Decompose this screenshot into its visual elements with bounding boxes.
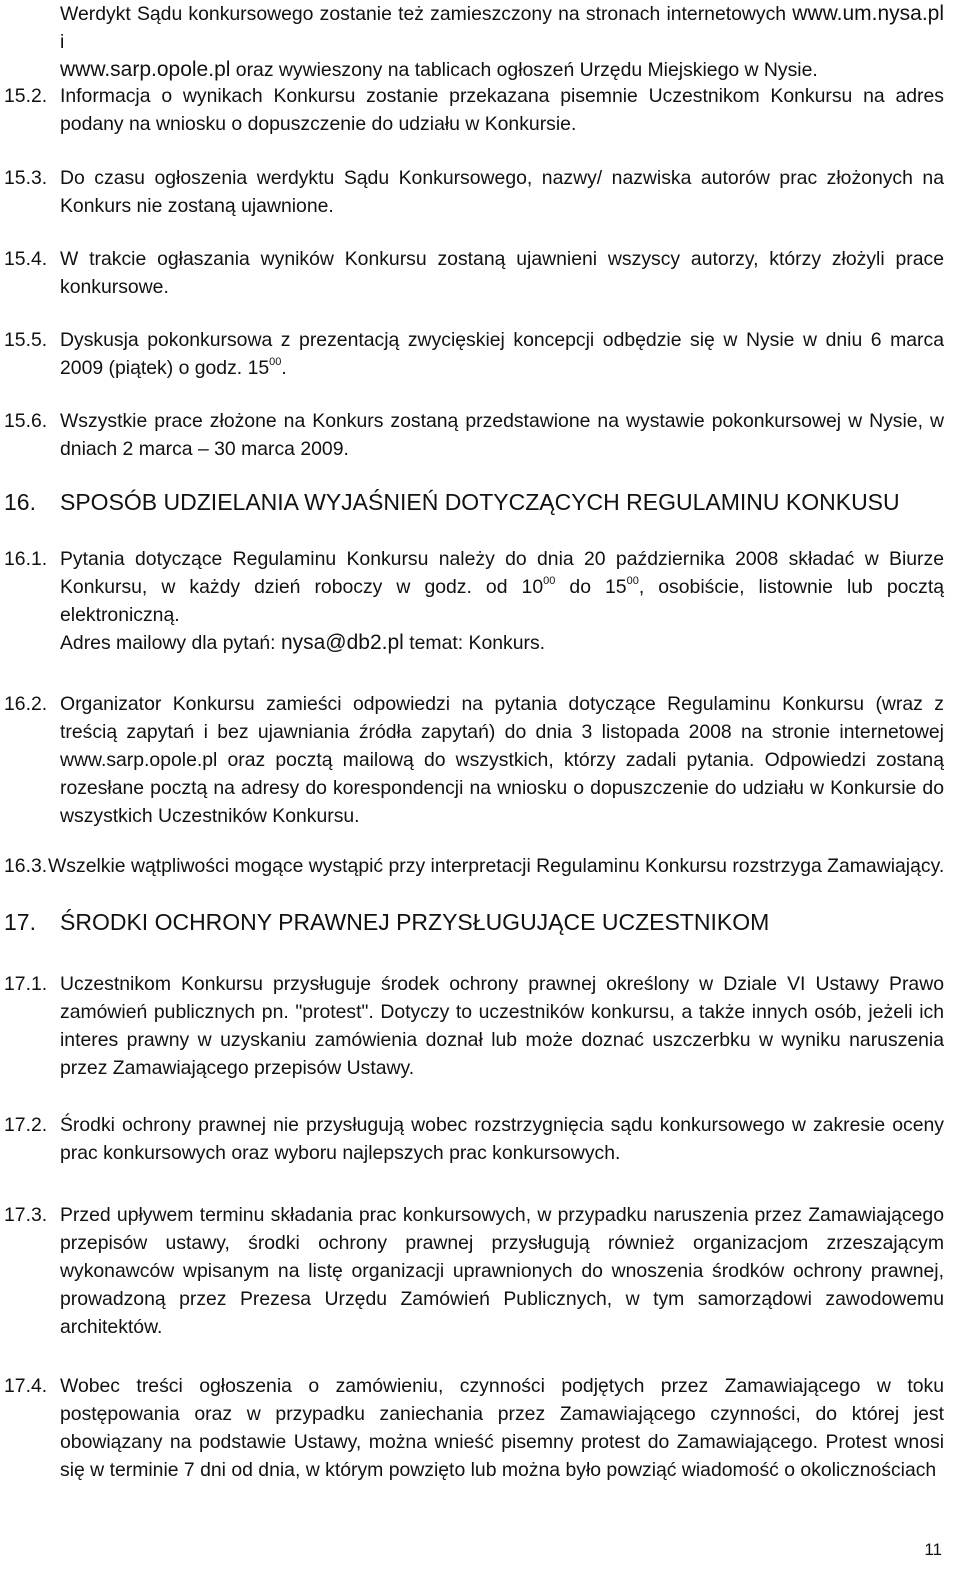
url-sarp-opole: www.sarp.opole.pl — [60, 58, 231, 81]
section-text: Przed upływem terminu składania prac konkursowych, w przypadku naruszenia przez Zamawiającego przepisów ustawy, środki ochrony prawnej przysługują również organizacjom zrzeszającym wykonawców wpisanym na listę organizacji uprawnionych do wnoszenia środków ochrony prawnej, prowadzoną przez Prezesa Urzędu Zamówień Publicznych, w tym samorządowi zawodowemu architektów. — [60, 1204, 944, 1338]
heading-number: 17. — [4, 909, 36, 935]
section-text-tail: . — [281, 357, 287, 379]
section-text: Uczestnikom Konkursu przysługuje środek ochrony prawnej określony w Dziale VI Ustawy Prawo zamówień publicznych pn. "protest". Dotyczy to uczestników konkursu, a także innych osób, jeżeli ich interes prawny w uzyskaniu zamówienia doznał lub może doznać uszczerbku w wyniku naruszenia przez Zamawiającego przepisów Ustawy. — [60, 973, 944, 1079]
section-text: Informacja o wynikach Konkursu zostanie przekazana pisemnie Uczestnikom Konkursu na adres podany na wniosku o dopuszczenie do udziału w Konkursie. — [60, 85, 944, 135]
section-15-3 — [0, 164, 960, 220]
intro-text — [60, 0, 944, 84]
section-16-2 — [0, 690, 960, 830]
mail-topic: temat: Konkurs. — [403, 632, 546, 654]
section-17-1 — [0, 970, 960, 1082]
section-text: Środki ochrony prawnej nie przysługują wobec rozstrzygnięcia sądu konkursowego w zakresie oceny prac konkursowych oraz wyboru najlepszych prac konkursowych. — [60, 1114, 944, 1164]
section-number: 15.4. — [4, 248, 48, 270]
section-number: 16.1. — [4, 548, 48, 570]
mail-line — [60, 629, 944, 657]
section-17-3 — [0, 1201, 960, 1341]
mail-label: Adres mailowy dla pytań: — [60, 632, 281, 654]
section-number: 17.1. — [4, 973, 48, 995]
section-text: Do czasu ogłoszenia werdyktu Sądu Konkursowego, nazwy/ nazwiska autorów prac złożonych na Konkurs nie zostaną ujawnione. — [60, 167, 944, 217]
heading-title: ŚRODKI OCHRONY PRAWNEJ PRZYSŁUGUJĄCE UCZESTNIKOM — [60, 909, 770, 935]
section-text: Wszystkie prace złożone na Konkurs zostaną przedstawione na wystawie pokonkursowej w Nysie, w dniach 2 marca – 30 marca 2009. — [60, 410, 944, 460]
section-number: 15.6. — [4, 410, 48, 432]
intro-text-conjunction: i — [60, 31, 65, 53]
time-minutes-start: 00 — [543, 574, 556, 587]
section-number: 17.3. — [4, 1204, 48, 1226]
section-text-part-a: Pytania dotyczące Regulaminu Konkursu należy do dnia 20 października 2008 składać w Biurze Konkursu, w każdy dzień roboczy w godz. od 10 — [60, 548, 944, 598]
section-text: Organizator Konkursu zamieści odpowiedzi na pytania dotyczące Regulaminu Konkursu (wraz z treścią zapytań i bez ujawniania źródła zapytań) do dnia 3 listopada 2008 na stronie internetowej www.sarp.opole.pl oraz pocztą mailową do wszystkich, którzy zadali pytania. Odpowiedzi zostaną rozesłane pocztą na adresy do korespondencji na wniosku o dopuszczenie do udziału w Konkursie do wszystkich Uczestników Konkursu. — [60, 693, 944, 827]
intro-text-end: oraz wywieszony na tablicach ogłoszeń Urzędu Miejskiego w Nysie. — [230, 59, 818, 81]
time-minutes-end: 00 — [626, 574, 639, 587]
section-text — [60, 326, 944, 382]
url-um-nysa: www.um.nysa.pl — [792, 2, 944, 25]
time-minutes: 00 — [269, 355, 282, 368]
section-text-part-c: , osobiście, listownie lub pocztą elektroniczną. — [60, 576, 944, 626]
section-17-4 — [0, 1372, 960, 1484]
section-number: 15.2. — [4, 85, 48, 107]
intro-text-start: Werdykt Sądu konkursowego zostanie też zamieszczony na stronach internetowych — [60, 3, 793, 25]
heading-title: SPOSÓB UDZIELANIA WYJAŚNIEŃ DOTYCZĄCYCH REGULAMINU KONKUSU — [60, 489, 900, 515]
section-text: Wobec treści ogłoszenia o zamówieniu, czynności podjętych przez Zamawiającego w toku postępowania oraz w przypadku zaniechania przez Zamawiającego czynności, do której jest obowiązany na podstawie Ustawy, można wnieść pisemny protest do Zamawiającego. Protest wnosi się w terminie 7 dni od dnia, w którym powzięto lub można było powziąć wiadomość o okolicznościach — [60, 1375, 944, 1481]
section-16-3 — [0, 852, 960, 880]
section-16-1 — [0, 545, 960, 657]
heading-number: 16. — [4, 489, 36, 515]
section-number: 17.4. — [4, 1375, 48, 1397]
section-text-part-b: do 15 — [555, 576, 627, 598]
section-number: 16.2. — [4, 693, 48, 715]
mail-address: nysa@db2.pl — [280, 631, 404, 654]
section-15-4 — [0, 245, 960, 301]
section-text-main: Dyskusja pokonkursowa z prezentacją zwycięskiej koncepcji odbędzie się w Nysie w dniu 6 marca 2009 (piątek) o godz. 15 — [60, 329, 944, 379]
section-15-6 — [0, 407, 960, 463]
section-text: W trakcie ogłaszania wyników Konkursu zostaną ujawnieni wszyscy autorzy, którzy złożyli prace konkursowe. — [60, 248, 944, 298]
section-number: 15.3. — [4, 167, 48, 189]
section-17-2 — [0, 1111, 960, 1167]
section-number: 17.2. — [4, 1114, 48, 1136]
heading-16 — [0, 487, 960, 517]
intro-paragraph — [0, 0, 960, 84]
section-15-5 — [0, 326, 960, 382]
section-number: 15.5. — [4, 329, 48, 351]
section-text — [60, 545, 944, 629]
heading-17 — [0, 907, 960, 937]
section-15-2 — [0, 82, 960, 138]
page-number: 11 — [924, 1540, 942, 1559]
section-text: Wszelkie wątpliwości mogące wystąpić przy interpretacji Regulaminu Konkursu rozstrzyga Zamawiający. — [48, 855, 945, 877]
section-number: 16.3. — [4, 855, 48, 877]
